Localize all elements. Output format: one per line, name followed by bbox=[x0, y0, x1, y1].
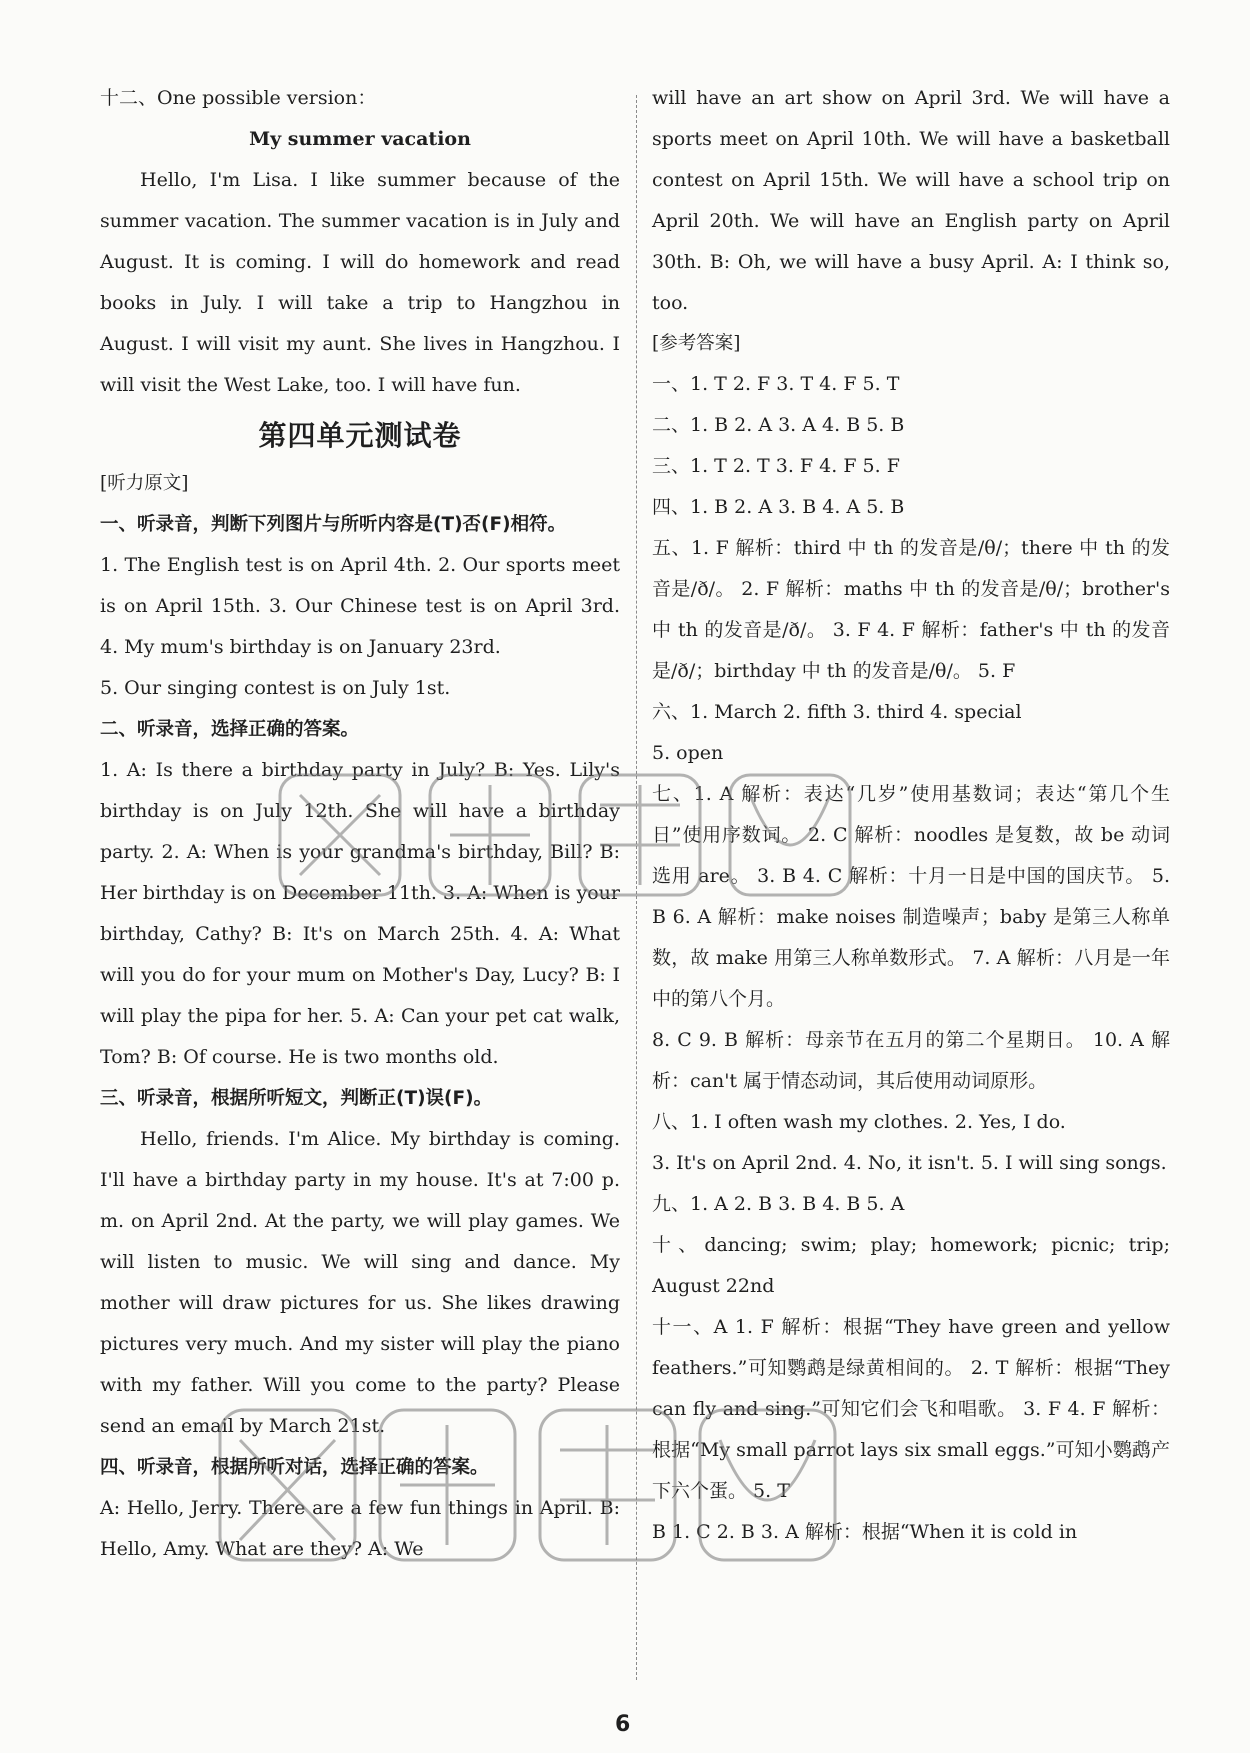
essay-label: 十二、One possible version： bbox=[100, 87, 377, 109]
dialogue-continued: will have an art show on April 3rd. We will have a sports meet on April 10th. We will have a basketball contest on April 15th. We will have a school trip on April 20th. We will have an English party on April 30th. B: Oh, we will have a busy April. A: I think so, too. bbox=[652, 87, 1170, 314]
unit-title: 第四单元测试卷 bbox=[258, 419, 462, 452]
answer-2: 二、1. B 2. A 3. A 4. B 5. B bbox=[652, 414, 905, 436]
answer-3: 三、1. T 2. T 3. F 4. F 5. F bbox=[652, 455, 900, 477]
column-divider bbox=[636, 95, 637, 1680]
section-4-heading: 四、听录音，根据所听对话，选择正确的答案。 bbox=[100, 1457, 489, 1478]
answer-8: 八、1. I often wash my clothes. 2. Yes, I do. bbox=[652, 1111, 1066, 1133]
right-column bbox=[652, 78, 1170, 1553]
section-2-text: 1. A: Is there a birthday party in July? B: Yes. Lily's birthday is on July 12th. She will have a birthday party. 2. A: When is your grandma's birthday, Bill? B: Her birthday is on December 11th. 3. A: When is your birthday, Cathy? B: It's on March 25th. 4. A: What will you do for your mum on Mother's Day, Lucy? B: I will play the pipa for her. 5. A: Can your pet cat walk, Tom? B: Of course. He is two months old. bbox=[100, 759, 620, 1068]
answer-5: 五、1. F 解析：third 中 th 的发音是/θ/；there 中 th 的发音是/ð/。 2. F 解析：maths 中 th 的发音是/θ/；brother's 中 th 的发音是/ð/。 3. F 4. F 解析：father's 中 th 的发音是/ð/；birthday 中 th 的发音是/θ/。 5. F bbox=[652, 537, 1170, 682]
essay-body: Hello, I'm Lisa. I like summer because of the summer vacation. The summer vacation is in July and August. It is coming. I will do homework and read books in July. I will take a trip to Hangzhou in August. I will visit my aunt. She lives in Hangzhou. I will visit the West Lake, too. I will have fun. bbox=[100, 169, 620, 396]
answer-7: 七、1. A 解析：表达“几岁”使用基数词；表达“第几个生日”使用序数词。 2. C 解析：noodles 是复数，故 be 动词选用 are。 3. B 4. C 解析：十月一日是中国的国庆节。 5. B 6. A 解析：make noises 制造噪声；baby 是第三人称单数，故 make 用第三人称单数形式。 7. A 解析：八月是一年中的第八个月。 bbox=[652, 783, 1170, 1010]
section-3-text: Hello, friends. I'm Alice. My birthday is coming. I'll have a birthday party in my house. It's at 7:00 p. m. on April 2nd. At the party, we will play games. We will listen to music. We will sing and dance. My mother will draw pictures for us. She likes drawing pictures very much. And my sister will play the piano with my father. Will you come to the party? Please send an email by March 21st. bbox=[100, 1128, 620, 1437]
page-number: 6 bbox=[615, 1712, 631, 1737]
section-3-heading: 三、听录音，根据所听短文，判断正(T)误(F)。 bbox=[100, 1088, 493, 1109]
section-2-heading: 二、听录音，选择正确的答案。 bbox=[100, 719, 360, 740]
answer-6: 六、1. March 2. fifth 3. third 4. special bbox=[652, 701, 1022, 723]
section-4-text: A: Hello, Jerry. There are a few fun things in April. B: Hello, Amy. What are they? A: We bbox=[100, 1497, 620, 1560]
section-1-text-2: 5. Our singing contest is on July 1st. bbox=[100, 677, 451, 699]
answer-11: 十一、A 1. F 解析：根据“They have green and yellow feathers.”可知鹦鹉是绿黄相间的。 2. T 解析：根据“They can fly and sing.”可知它们会飞和唱歌。 3. F 4. F 解析：根据“My small parrot lays six small eggs.”可知小鹦鹉产下六个蛋。 5. T bbox=[652, 1316, 1170, 1502]
answer-8b: 3. It's on April 2nd. 4. No, it isn't. 5. I will sing songs. bbox=[652, 1152, 1167, 1174]
left-column bbox=[100, 78, 620, 1570]
answer-4: 四、1. B 2. A 3. B 4. A 5. B bbox=[652, 496, 905, 518]
answer-9: 九、1. A 2. B 3. B 4. B 5. A bbox=[652, 1193, 905, 1215]
answer-label: [参考答案] bbox=[652, 333, 741, 354]
essay-title: My summer vacation bbox=[249, 128, 471, 150]
answer-1: 一、1. T 2. F 3. T 4. F 5. T bbox=[652, 373, 900, 395]
answer-11b: B 1. C 2. B 3. A 解析：根据“When it is cold in bbox=[652, 1521, 1078, 1543]
answer-7b: 8. C 9. B 解析：母亲节在五月的第二个星期日。 10. A 解析：can't 属于情态动词，其后使用动词原形。 bbox=[652, 1029, 1170, 1092]
section-1-text: 1. The English test is on April 4th. 2. Our sports meet is on April 15th. 3. Our Chinese test is on April 3rd. 4. My mum's birthday is on January 23rd. bbox=[100, 554, 620, 658]
answer-6b: 5. open bbox=[652, 742, 724, 764]
section-1-heading: 一、听录音，判断下列图片与所听内容是(T)否(F)相符。 bbox=[100, 514, 567, 535]
answer-10: 十、dancing; swim; play; homework; picnic; trip; August 22nd bbox=[652, 1234, 1170, 1297]
listening-label: [听力原文] bbox=[100, 473, 189, 494]
